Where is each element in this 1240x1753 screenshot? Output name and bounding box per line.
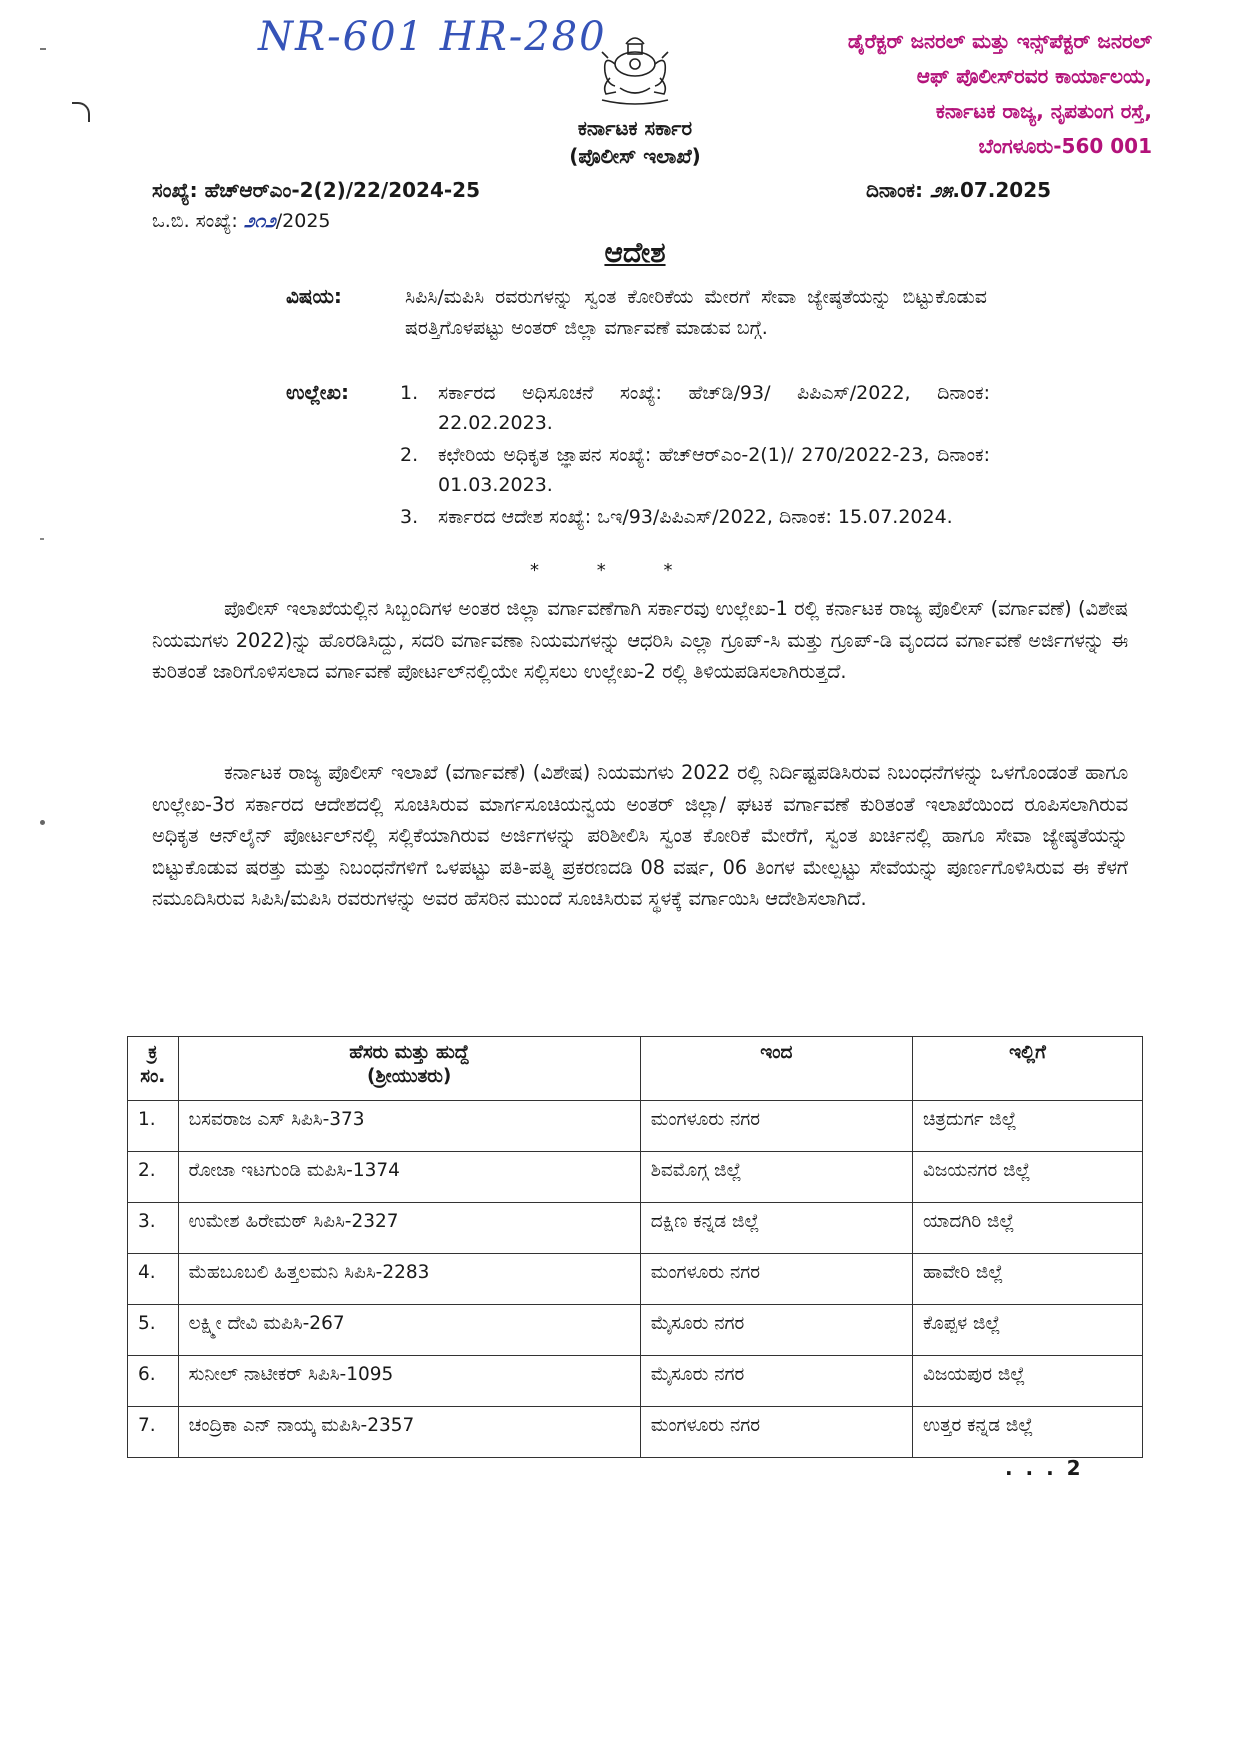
cell-name: ಮೆಹಬೂಬಲಿ ಹಿತ್ತಲಮನಿ ಸಿಪಿಸಿ-2283: [178, 1254, 640, 1305]
office-address-line: ಆಫ್ ಪೊಲೀಸ್‌ರವರ ಕಾರ್ಯಾಲಯ,: [916, 64, 1152, 88]
cell-name: ಲಕ್ಷ್ಮೀ ದೇವಿ ಮಪಿಸಿ-267: [178, 1305, 640, 1356]
cell-serial: 1.: [128, 1101, 179, 1152]
cell-from: ಮೈಸೂರು ನಗರ: [640, 1356, 912, 1407]
transfer-table: [127, 1036, 1143, 1458]
handwritten-file-note: NR-601 HR-280: [258, 14, 607, 60]
reference-number-label: ಸಂಖ್ಯೆ:: [152, 178, 198, 202]
subject-label: ವಿಷಯ:: [286, 284, 342, 308]
references-label: ಉಲ್ಲೇಖ:: [286, 380, 349, 404]
cell-serial: 4.: [128, 1254, 179, 1305]
ob-number-label: ಒ.ಬಿ. ಸಂಖ್ಯೆ:: [152, 210, 238, 232]
office-address-line: ಬೆಂಗಳೂರು-560 001: [978, 134, 1152, 158]
reference-item-text: ಸರ್ಕಾರದ ಆದೇಶ ಸಂಖ್ಯೆ: ಒಇ/93/ಪಿಪಿಎಸ್/2022, ದಿನಾಂಕ: 15.07.2024.: [438, 506, 953, 528]
table-row: [128, 1152, 1143, 1203]
reference-item-number: 3.: [400, 506, 419, 528]
date-label: ದಿನಾಂಕ:: [866, 178, 923, 202]
column-header-from: ಇಂದ: [640, 1037, 912, 1101]
cell-serial: 6.: [128, 1356, 179, 1407]
cell-from: ಶಿವಮೊಗ್ಗ ಜಿಲ್ಲೆ: [640, 1152, 912, 1203]
column-header-serial: [128, 1037, 179, 1101]
order-title: ಆದೇಶ: [604, 236, 666, 269]
cell-name: ಬಸವರಾಜ ಎಸ್ ಸಿಪಿಸಿ-373: [178, 1101, 640, 1152]
table-row: [128, 1407, 1143, 1458]
date-handwritten-day: ೨೫: [929, 178, 953, 202]
cell-serial: 5.: [128, 1305, 179, 1356]
column-header-to: ಇಲ್ಲಿಗೆ: [912, 1037, 1142, 1101]
scan-mark: [72, 102, 90, 122]
cell-to: ವಿಜಯಪುರ ಜಿಲ್ಲೆ: [912, 1356, 1142, 1407]
cell-name: ಸುನೀಲ್ ನಾಟೀಕರ್ ಸಿಪಿಸಿ-1095: [178, 1356, 640, 1407]
table-header-row: [128, 1037, 1143, 1101]
reference-item-number: 1.: [400, 382, 419, 404]
ob-number-suffix: /2025: [275, 210, 331, 232]
subject-text: ಸಿಪಿಸಿ/ಮಪಿಸಿ ರವರುಗಳನ್ನು ಸ್ವಂತ ಕೋರಿಕೆಯ ಮೇರಗೆ ಸೇವಾ ಜ್ಯೇಷ್ಠತೆಯನ್ನು ಬಿಟ್ಟುಕೊಡುವ ಷರತ್ತಿಗೊಳಪಟ್ಟು ಅಂತರ್ ಜಿಲ್ಲಾ ವರ್ಗಾವಣೆ ಮಾಡುವ ಬಗ್ಗೆ.: [405, 286, 987, 339]
cell-from: ಮಂಗಳೂರು ನಗರ: [640, 1407, 912, 1458]
karnataka-emblem-icon: [590, 28, 680, 106]
government-name: ಕರ್ನಾಟಕ ಸರ್ಕಾರ: [577, 116, 693, 140]
reference-item-number: 2.: [400, 444, 419, 466]
cell-name: ಚಂದ್ರಿಕಾ ಎನ್ ನಾಯ್ಕ ಮಪಿಸಿ-2357: [178, 1407, 640, 1458]
table-row: [128, 1101, 1143, 1152]
reference-item-text: ಕಛೇರಿಯ ಅಧಿಕೃತ ಜ್ಞಾಪನ ಸಂಖ್ಯೆ: ಹೆಚ್‌ಆರ್‌ಎಂ-2(1)/ 270/2022-23, ದಿನಾಂಕ: 01.03.2023.: [438, 444, 990, 496]
table-row: [128, 1203, 1143, 1254]
cell-to: ಚಿತ್ರದುರ್ಗ ಜಿಲ್ಲೆ: [912, 1101, 1142, 1152]
cell-from: ಮಂಗಳೂರು ನಗರ: [640, 1254, 912, 1305]
cell-to: ಯಾದಗಿರಿ ಜಿಲ್ಲೆ: [912, 1203, 1142, 1254]
body-paragraph: ಕರ್ನಾಟಕ ರಾಜ್ಯ ಪೊಲೀಸ್ ಇಲಾಖೆ (ವರ್ಗಾವಣೆ) (ವಿಶೇಷ) ನಿಯಮಗಳು 2022 ರಲ್ಲಿ ನಿರ್ದಿಷ್ಟಪಡಿಸಿರುವ ನಿಬಂಧನೆಗಳನ್ನು ಒಳಗೊಂಡಂತೆ ಹಾಗೂ ಉಲ್ಲೇಖ-3ರ ಸರ್ಕಾರದ ಆದೇಶದಲ್ಲಿ ಸೂಚಿಸಿರುವ ಮಾರ್ಗಸೂಚಿಯನ್ವಯ ಅಂತರ್ ಜಿಲ್ಲಾ/ ಘಟಕ ವರ್ಗಾವಣೆ ಕುರಿತಂತೆ ಇಲಾಖೆಯಿಂದ ರೂಪಿಸಲಾಗಿರುವ ಅಧಿಕೃತ ಆನ್‌ಲೈನ್ ಪೋರ್ಟಲ್‌ನಲ್ಲಿ ಸಲ್ಲಿಕೆಯಾಗಿರುವ ಅರ್ಜಿಗಳನ್ನು ಪರಿಶೀಲಿಸಿ ಸ್ವಂತ ಕೋರಿಕೆ ಮೇರೆಗೆ, ಸ್ವಂತ ಖರ್ಚಿನಲ್ಲಿ ಹಾಗೂ ಸೇವಾ ಜ್ಯೇಷ್ಠತೆಯನ್ನು ಬಿಟ್ಟುಕೊಡುವ ಷರತ್ತು ಮತ್ತು ನಿಬಂಧನೆಗಳಿಗೆ ಒಳಪಟ್ಟು ಪತಿ-ಪತ್ನಿ ಪ್ರಕರಣದಡಿ 08 ವರ್ಷ, 06 ತಿಂಗಳ ಮೇಲ್ಪಟ್ಟು ಸೇವೆಯನ್ನು ಪೂರ್ಣಗೊಳಿಸಿರುವ ಈ ಕೆಳಗೆ ನಮೂದಿಸಿರುವ ಸಿಪಿಸಿ/ಮಪಿಸಿ ರವರುಗಳನ್ನು ಅವರ ಹೆಸರಿನ ಮುಂದೆ ಸೂಚಿಸಿರುವ ಸ್ಥಳಕ್ಕೆ ವರ್ಗಾಯಿಸಿ ಆದೇಶಿಸಲಾಗಿದೆ.: [152, 761, 1128, 910]
cell-to: ವಿಜಯನಗರ ಜಿಲ್ಲೆ: [912, 1152, 1142, 1203]
reference-item: [400, 440, 990, 500]
scan-mark: [40, 538, 44, 540]
column-header-serial-line1: ಕ್ರ: [148, 1042, 158, 1063]
government-heading: [520, 114, 750, 170]
scan-mark: [40, 820, 45, 825]
cell-serial: 2.: [128, 1152, 179, 1203]
table-row: [128, 1254, 1143, 1305]
column-header-name: [178, 1037, 640, 1101]
department-name: (ಪೊಲೀಸ್ ಇಲಾಖೆ): [569, 144, 701, 168]
cell-from: ಮಂಗಳೂರು ನಗರ: [640, 1101, 912, 1152]
cell-name: ರೋಜಾ ಇಟಗುಂಡಿ ಮಪಿಸಿ-1374: [178, 1152, 640, 1203]
cell-to: ಕೊಪ್ಪಳ ಜಿಲ್ಲೆ: [912, 1305, 1142, 1356]
cell-to: ಹಾವೇರಿ ಜಿಲ್ಲೆ: [912, 1254, 1142, 1305]
reference-number: [152, 178, 480, 202]
table-row: [128, 1305, 1143, 1356]
office-address: [812, 24, 1152, 164]
reference-item-text: ಸರ್ಕಾರದ ಅಧಿಸೂಚನೆ ಸಂಖ್ಯೆ: ಹೆಚ್‌ಡಿ/93/ ಪಿಪಿಎಸ್/2022, ದಿನಾಂಕ: 22.02.2023.: [438, 382, 990, 434]
scan-mark: [40, 48, 46, 50]
reference-item: [400, 502, 990, 532]
cell-from: ಮೈಸೂರು ನಗರ: [640, 1305, 912, 1356]
order-date: [866, 178, 1051, 202]
column-header-serial-line2: ಸಂ.: [140, 1066, 166, 1087]
references-list: [400, 378, 990, 534]
office-address-line: ಡೈರೆಕ್ಟರ್ ಜನರಲ್ ಮತ್ತು ಇನ್ಸ್‌ಪೆಕ್ಟರ್ ಜನರಲ್: [847, 29, 1152, 53]
cell-to: ಉತ್ತರ ಕನ್ನಡ ಜಿಲ್ಲೆ: [912, 1407, 1142, 1458]
cell-from: ದಕ್ಷಿಣ ಕನ್ನಡ ಜಿಲ್ಲೆ: [640, 1203, 912, 1254]
cell-serial: 7.: [128, 1407, 179, 1458]
date-suffix: .07.2025: [952, 178, 1052, 202]
body-paragraph: ಪೊಲೀಸ್ ಇಲಾಖೆಯಲ್ಲಿನ ಸಿಬ್ಬಂದಿಗಳ ಅಂತರ ಜಿಲ್ಲಾ ವರ್ಗಾವಣೆಗಾಗಿ ಸರ್ಕಾರವು ಉಲ್ಲೇಖ-1 ರಲ್ಲಿ ಕರ್ನಾಟಕ ರಾಜ್ಯ ಪೊಲೀಸ್ (ವರ್ಗಾವಣೆ) (ವಿಶೇಷ ನಿಯಮಗಳು 2022)ನ್ನು ಹೊರಡಿಸಿದ್ದು, ಸದರಿ ವರ್ಗಾವಣಾ ನಿಯಮಗಳನ್ನು ಆಧರಿಸಿ ಎಲ್ಲಾ ಗ್ರೂಪ್-ಸಿ ಮತ್ತು ಗ್ರೂಪ್-ಡಿ ವೃಂದದ ವರ್ಗಾವಣೆ ಅರ್ಜಿಗಳನ್ನು ಈ ಕುರಿತಂತೆ ಜಾರಿಗೊಳಿಸಲಾದ ವರ್ಗಾವಣೆ ಪೋರ್ಟಲ್‌ನಲ್ಲಿಯೇ ಸಲ್ಲಿಸಲು ಉಲ್ಲೇಖ-2 ರಲ್ಲಿ ತಿಳಿಯಪಡಿಸಲಾಗಿರುತ್ತದೆ.: [152, 597, 1128, 683]
ob-number: [152, 210, 331, 232]
office-address-line: ಕರ್ನಾಟಕ ರಾಜ್ಯ, ನೃಪತುಂಗ ರಸ್ತೆ,: [935, 99, 1152, 123]
table-row: [128, 1356, 1143, 1407]
column-header-name-line1: ಹೆಸರು ಮತ್ತು ಹುದ್ದೆ: [349, 1042, 470, 1063]
cell-name: ಉಮೇಶ ಹಿರೇಮಠ್ ಸಿಪಿಸಿ-2327: [178, 1203, 640, 1254]
reference-item: [400, 378, 990, 438]
column-header-name-line2: (ಶ್ರೀಯುತರು): [367, 1066, 452, 1087]
section-separator: * * *: [530, 560, 699, 581]
page-continuation: . . . 2: [1005, 1456, 1084, 1480]
reference-number-value: ಹೆಚ್‌ಆರ್‌ಎಂ-2(2)/22/2024-25: [204, 178, 480, 202]
ob-number-handwritten: ೨೧೨: [243, 210, 276, 232]
cell-serial: 3.: [128, 1203, 179, 1254]
